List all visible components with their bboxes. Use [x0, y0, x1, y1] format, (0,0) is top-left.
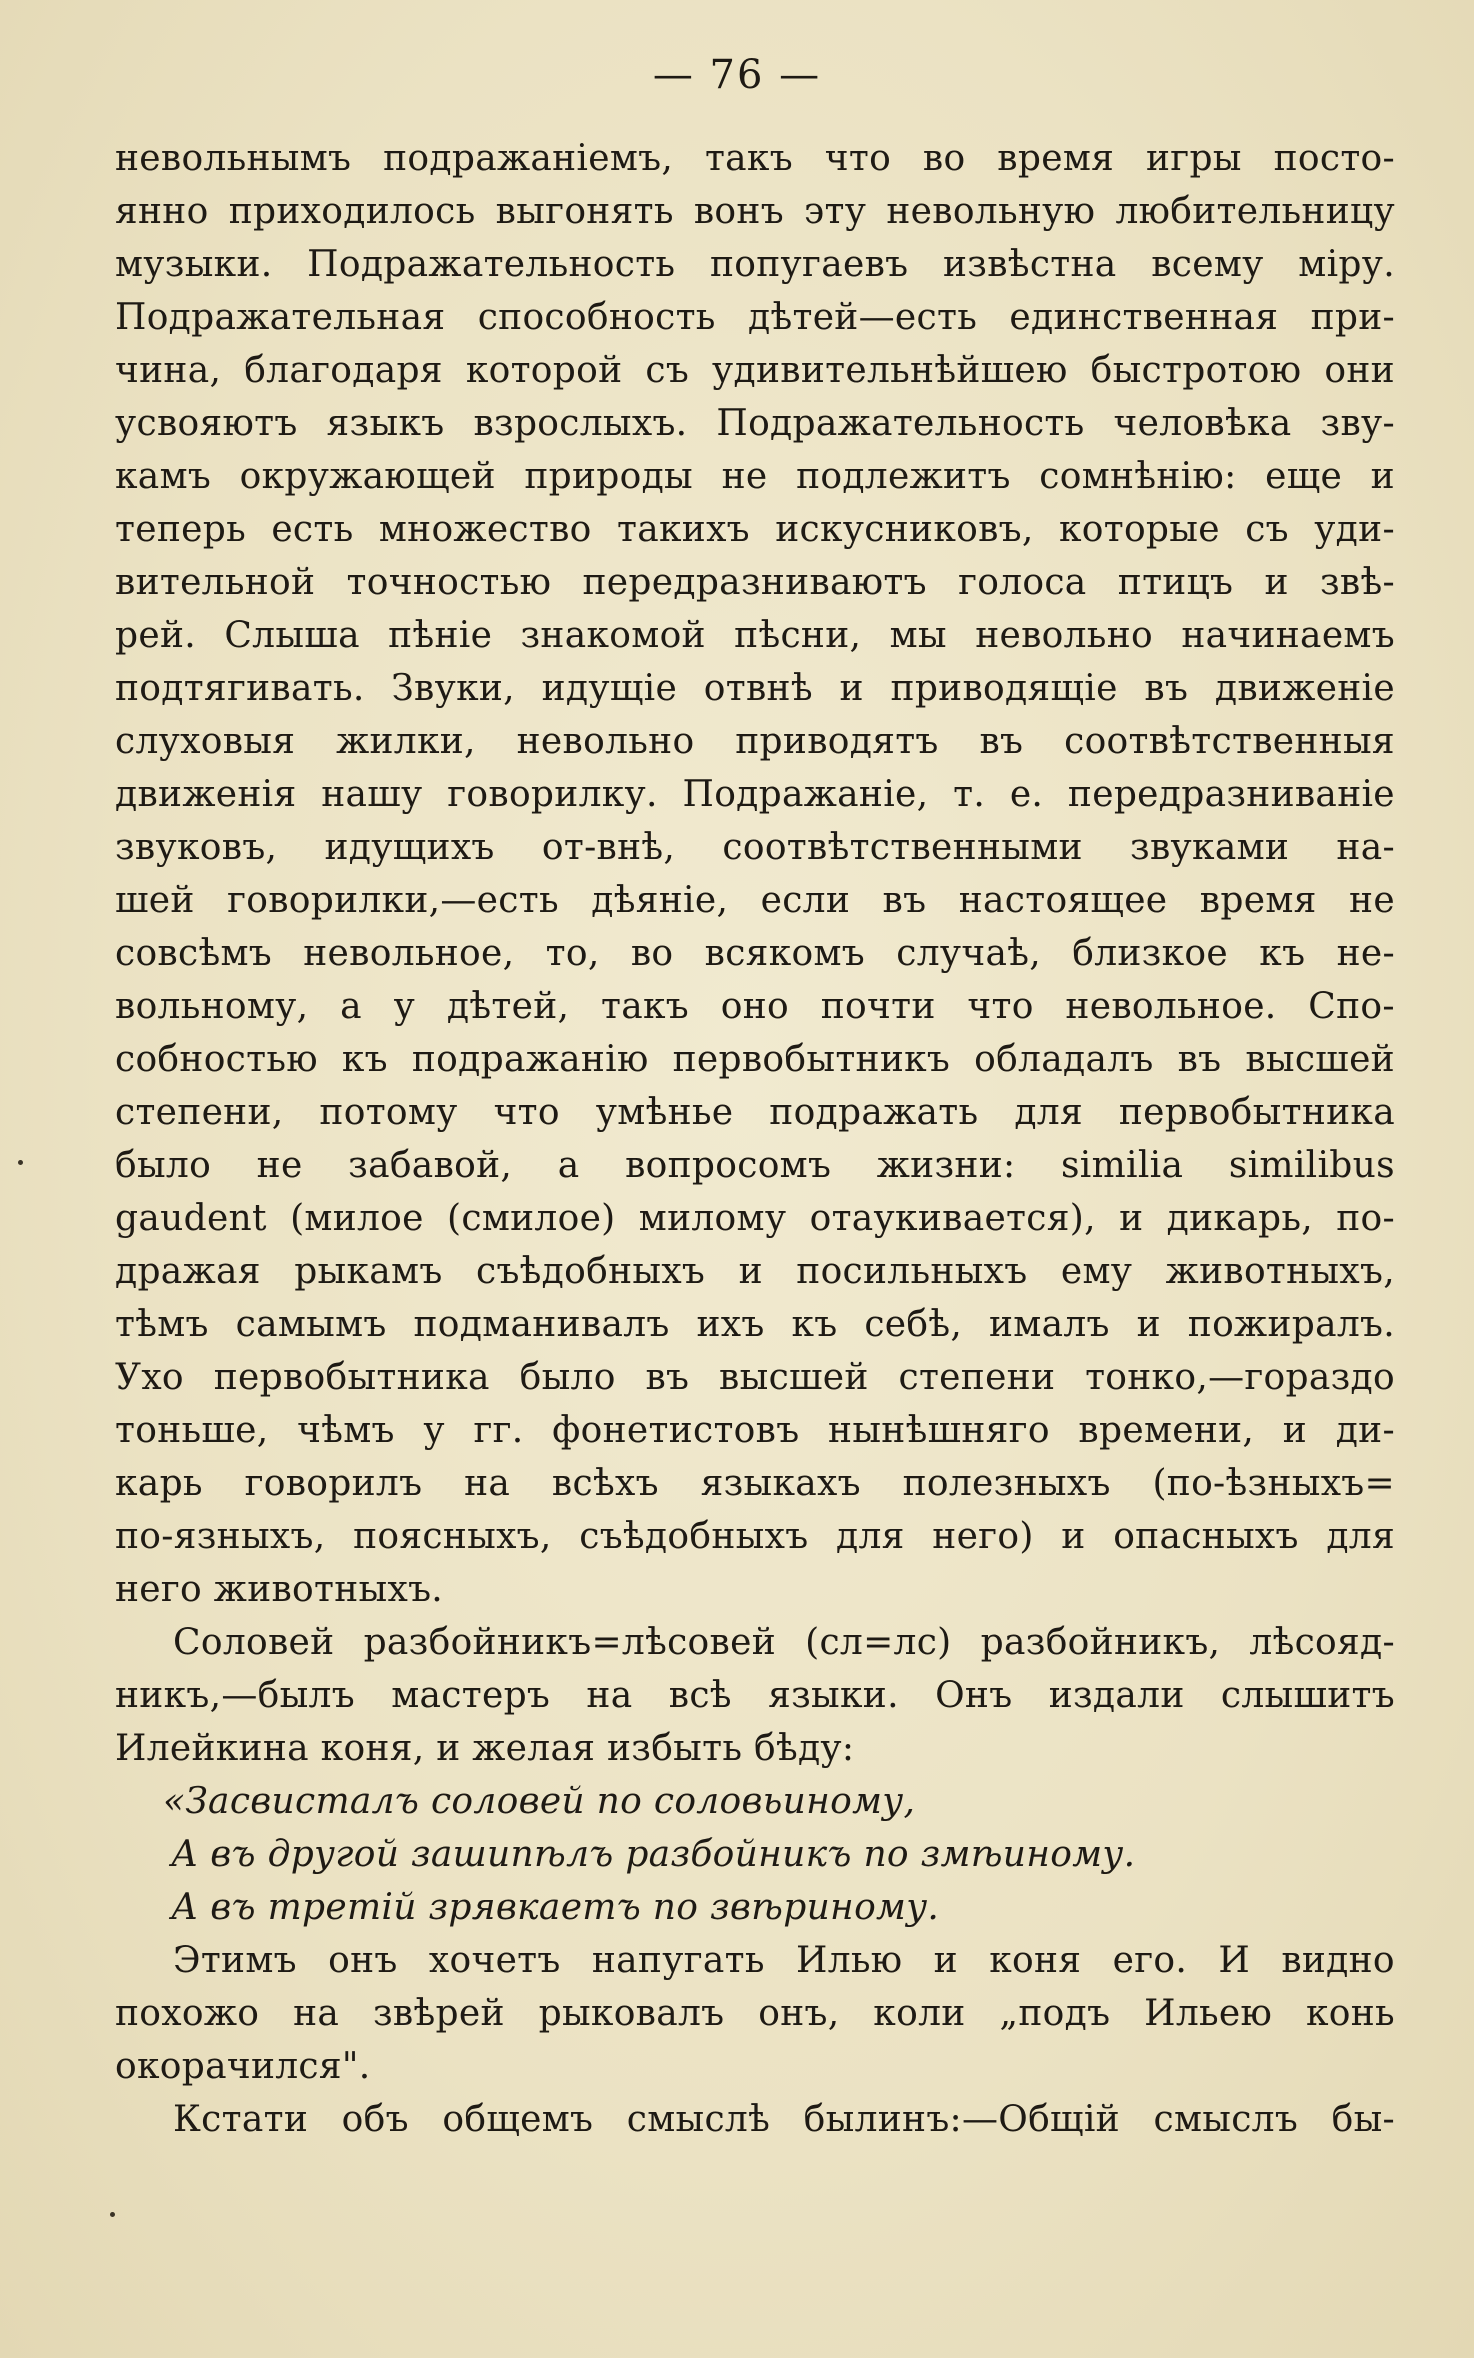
- text-line: тоньше, чѣмъ у гг. фонетистовъ нынѣшняго времени, и ди-: [115, 1410, 1395, 1451]
- margin-speck: [18, 1160, 23, 1165]
- text-line: звуковъ, идущихъ от-внѣ, соотвѣтственными звуками на-: [115, 827, 1395, 868]
- text-line: совсѣмъ невольное, то, во всякомъ случаѣ, близкое къ не-: [115, 933, 1395, 974]
- text-line: вольному, а у дѣтей, такъ оно почти что невольное. Спо-: [115, 986, 1395, 1027]
- paragraph-1: [115, 132, 1395, 1616]
- verse-quote: [115, 1775, 1395, 1934]
- text-line: слуховыя жилки, невольно приводятъ въ соотвѣтственныя: [115, 721, 1395, 762]
- text-line: Кстати объ общемъ смыслѣ былинъ:—Общій смыслъ бы-: [173, 2099, 1395, 2140]
- paragraph-2: [115, 1616, 1395, 1775]
- text-line: усвояютъ языкъ взрослыхъ. Подражательность человѣка зву-: [115, 403, 1395, 444]
- text-line: тѣмъ самымъ подманивалъ ихъ къ себѣ, ималъ и пожиралъ.: [115, 1304, 1395, 1345]
- text-line: Соловей разбойникъ=лѣсовей (сл=лс) разбойникъ, лѣсояд-: [173, 1622, 1395, 1663]
- text-line: подтягивать. Звуки, идущіе отвнѣ и приводящіе въ движеніе: [115, 668, 1395, 709]
- body-text: [115, 132, 1395, 2146]
- text-line: невольнымъ подражаніемъ, такъ что во время игры посто-: [115, 138, 1395, 179]
- text-line: Илейкина коня, и желая избыть бѣду:: [115, 1728, 855, 1769]
- text-line: музыки. Подражательность попугаевъ извѣстна всему міру.: [115, 244, 1395, 285]
- text-line: чина, благодаря которой съ удивительнѣйшею быстротою они: [115, 350, 1395, 391]
- text-line: окорачился".: [115, 2046, 371, 2087]
- text-line: шей говорилки,—есть дѣяніе, если въ настоящее время не: [115, 880, 1395, 921]
- text-line: степени, потому что умѣнье подражать для первобытника: [115, 1092, 1395, 1133]
- text-line: Этимъ онъ хочетъ напугать Илью и коня его. И видно: [173, 1940, 1395, 1981]
- margin-speck: [110, 2212, 115, 2217]
- text-line: по-язныхъ, поясныхъ, съѣдобныхъ для него) и опасныхъ для: [115, 1516, 1395, 1557]
- text-line: вительной точностью передразниваютъ голоса птицъ и звѣ-: [115, 562, 1395, 603]
- page-number: — 76 —: [652, 52, 822, 98]
- text-line: А въ другой зашипѣлъ разбойникъ по змѣиному.: [171, 1834, 1136, 1875]
- text-line: движенія нашу говорилку. Подражаніе, т. е. передразниваніе: [115, 774, 1395, 815]
- text-line: похожо на звѣрей рыковалъ онъ, коли „подъ Ильею конь: [115, 1993, 1395, 2034]
- text-line: рей. Слыша пѣніе знакомой пѣсни, мы невольно начинаемъ: [115, 615, 1395, 656]
- text-line: камъ окружающей природы не подлежитъ сомнѣнію: еще и: [115, 456, 1395, 497]
- text-line: него животныхъ.: [115, 1569, 444, 1610]
- paragraph-3: [115, 1934, 1395, 2093]
- text-line: gaudent (милое (смилое) милому отаукивается), и дикарь, по-: [115, 1198, 1395, 1239]
- text-line: дражая рыкамъ съѣдобныхъ и посильныхъ ему животныхъ,: [115, 1251, 1395, 1292]
- text-line: карь говорилъ на всѣхъ языкахъ полезныхъ (по-ѣзныхъ=: [115, 1463, 1395, 1504]
- text-line: «Засвисталъ соловей по соловьиному,: [163, 1781, 916, 1822]
- text-line: А въ третій зрявкаетъ по звѣриному.: [171, 1887, 940, 1928]
- text-line: теперь есть множество такихъ искусниковъ, которые съ уди-: [115, 509, 1395, 550]
- text-line: Подражательная способность дѣтей—есть единственная при-: [115, 297, 1395, 338]
- text-line: было не забавой, а вопросомъ жизни: similia similibus: [115, 1145, 1395, 1186]
- text-line: янно приходилось выгонять вонъ эту невольную любительницу: [115, 191, 1395, 232]
- text-line: никъ,—былъ мастеръ на всѣ языки. Онъ издали слышитъ: [115, 1675, 1395, 1716]
- text-line: собностью къ подражанію первобытникъ обладалъ въ высшей: [115, 1039, 1395, 1080]
- paragraph-4: [115, 2093, 1395, 2146]
- text-line: Ухо первобытника было въ высшей степени тонко,—гораздо: [115, 1357, 1395, 1398]
